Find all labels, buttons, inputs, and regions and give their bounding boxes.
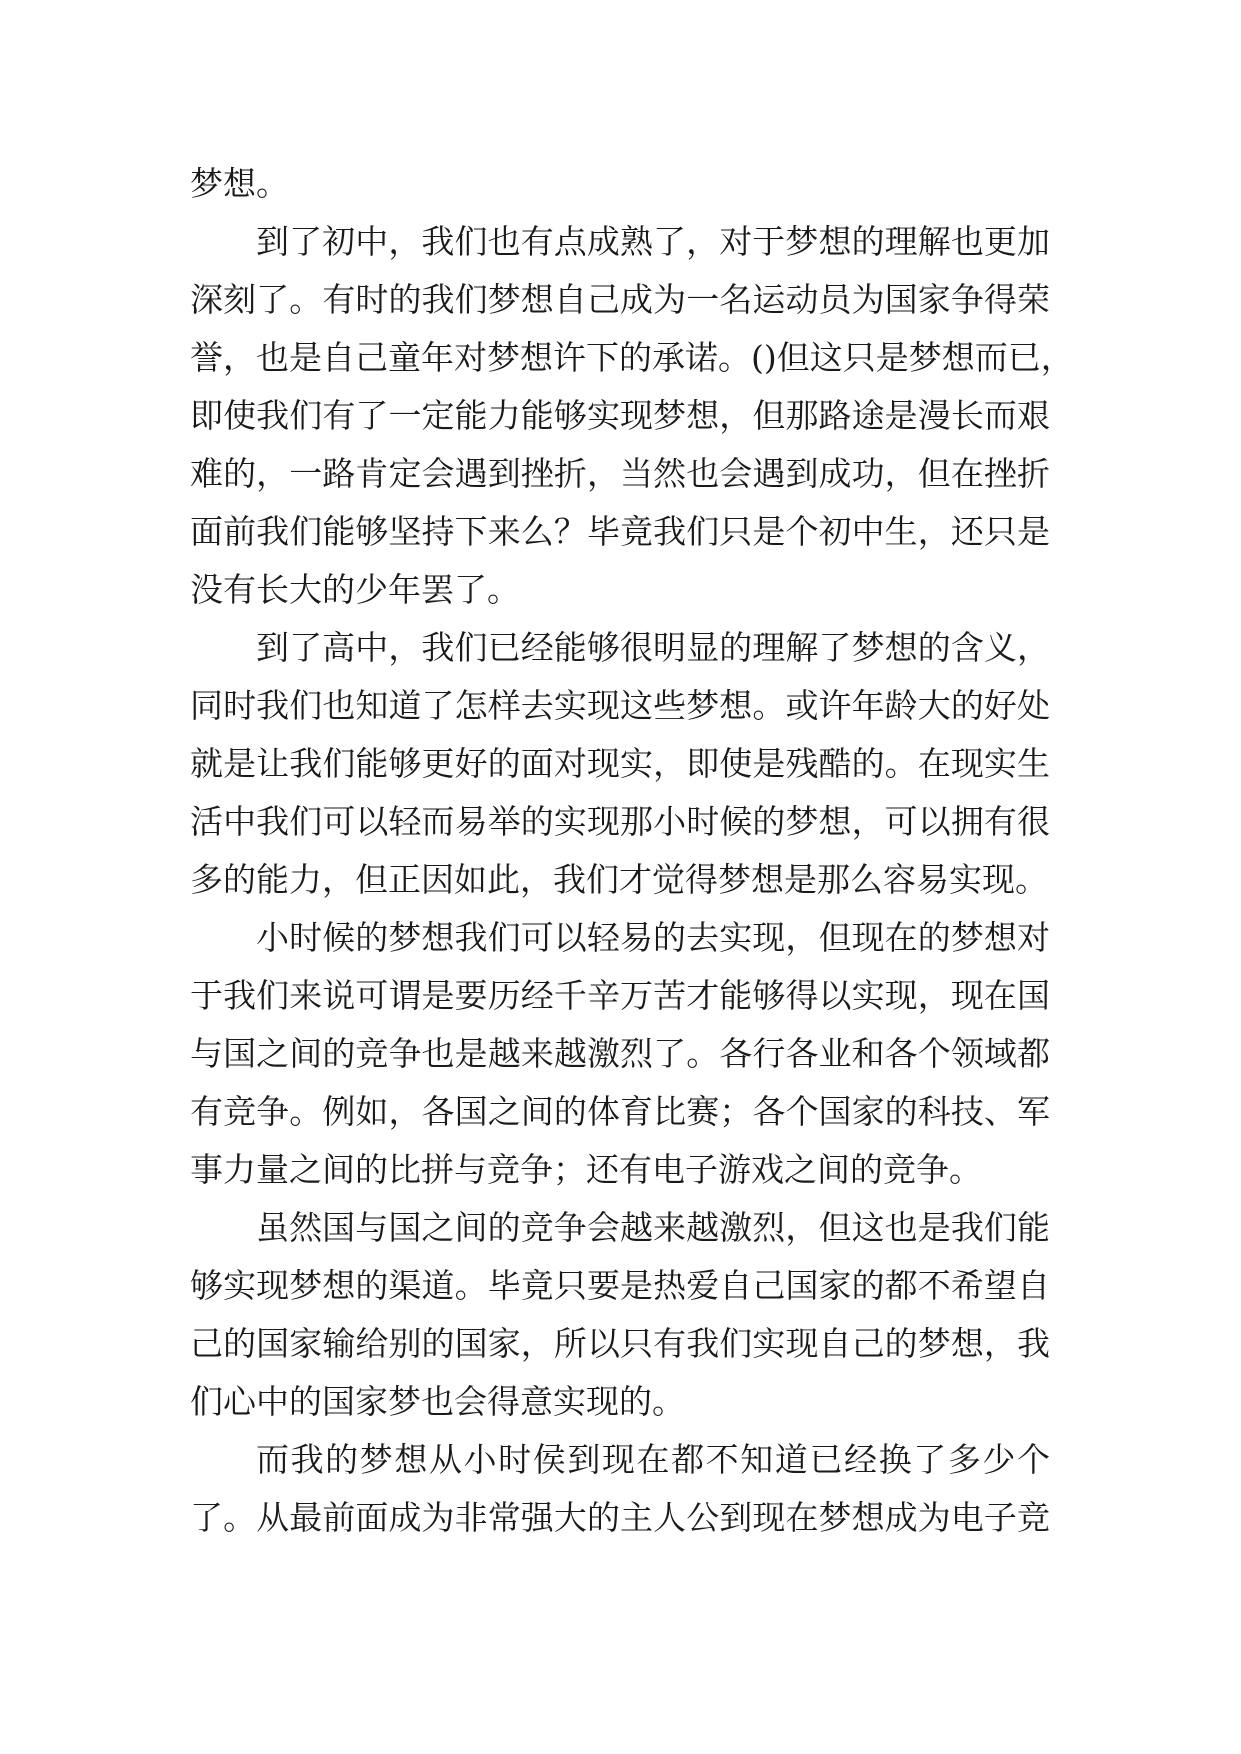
text-line: 面前我们能够坚持下来么？毕竟我们只是个初中生，还只是: [190, 512, 1050, 551]
text-line: 了。从最前面成为非常强大的主人公到现在梦想成为电子竞: [190, 1498, 1050, 1537]
paragraph-first-line: 虽然国与国之间的竞争会越来越激烈，但这也是我们能: [256, 1208, 1050, 1247]
text-line: 于我们来说可谓是要历经千辛万苦才能够得以实现，现在国: [190, 976, 1050, 1015]
text-line: 们心中的国家梦也会得意实现的。: [190, 1382, 685, 1421]
text-line: 己的国家输给别的国家，所以只有我们实现自己的梦想，我: [190, 1324, 1050, 1363]
text-line: 没有长大的少年罢了。: [190, 570, 520, 609]
paragraph-first-line: 而我的梦想从小时侯到现在都不知道已经换了多少个: [256, 1440, 1050, 1479]
text-line: 活中我们可以轻而易举的实现那小时候的梦想，可以拥有很: [190, 802, 1050, 841]
paragraph-first-line: 小时候的梦想我们可以轻易的去实现，但现在的梦想对: [256, 918, 1050, 957]
text-line: 够实现梦想的渠道。毕竟只要是热爱自己国家的都不希望自: [190, 1266, 1050, 1305]
text-line: 誉，也是自己童年对梦想许下的承诺。()但这只是梦想而已，: [190, 338, 1074, 377]
text-line: 梦想。: [190, 164, 289, 203]
text-line: 深刻了。有时的我们梦想自己成为一名运动员为国家争得荣: [190, 280, 1050, 319]
text-line: 有竞争。例如，各国之间的体育比赛；各个国家的科技、军: [190, 1092, 1050, 1131]
paragraph-first-line: 到了高中，我们已经能够很明显的理解了梦想的含义，: [256, 628, 1050, 667]
text-line: 事力量之间的比拼与竞争；还有电子游戏之间的竞争。: [190, 1150, 982, 1189]
paragraph-first-line: 到了初中，我们也有点成熟了，对于梦想的理解也更加: [256, 222, 1050, 261]
text-line: 同时我们也知道了怎样去实现这些梦想。或许年龄大的好处: [190, 686, 1050, 725]
text-line: 即使我们有了一定能力能够实现梦想，但那路途是漫长而艰: [190, 396, 1050, 435]
text-line: 难的，一路肯定会遇到挫折，当然也会遇到成功，但在挫折: [190, 454, 1050, 493]
text-line: 与国之间的竞争也是越来越激烈了。各行各业和各个领域都: [190, 1034, 1050, 1073]
text-line: 多的能力，但正因如此，我们才觉得梦想是那么容易实现。: [190, 860, 1048, 899]
text-line: 就是让我们能够更好的面对现实，即使是残酷的。在现实生: [190, 744, 1050, 783]
